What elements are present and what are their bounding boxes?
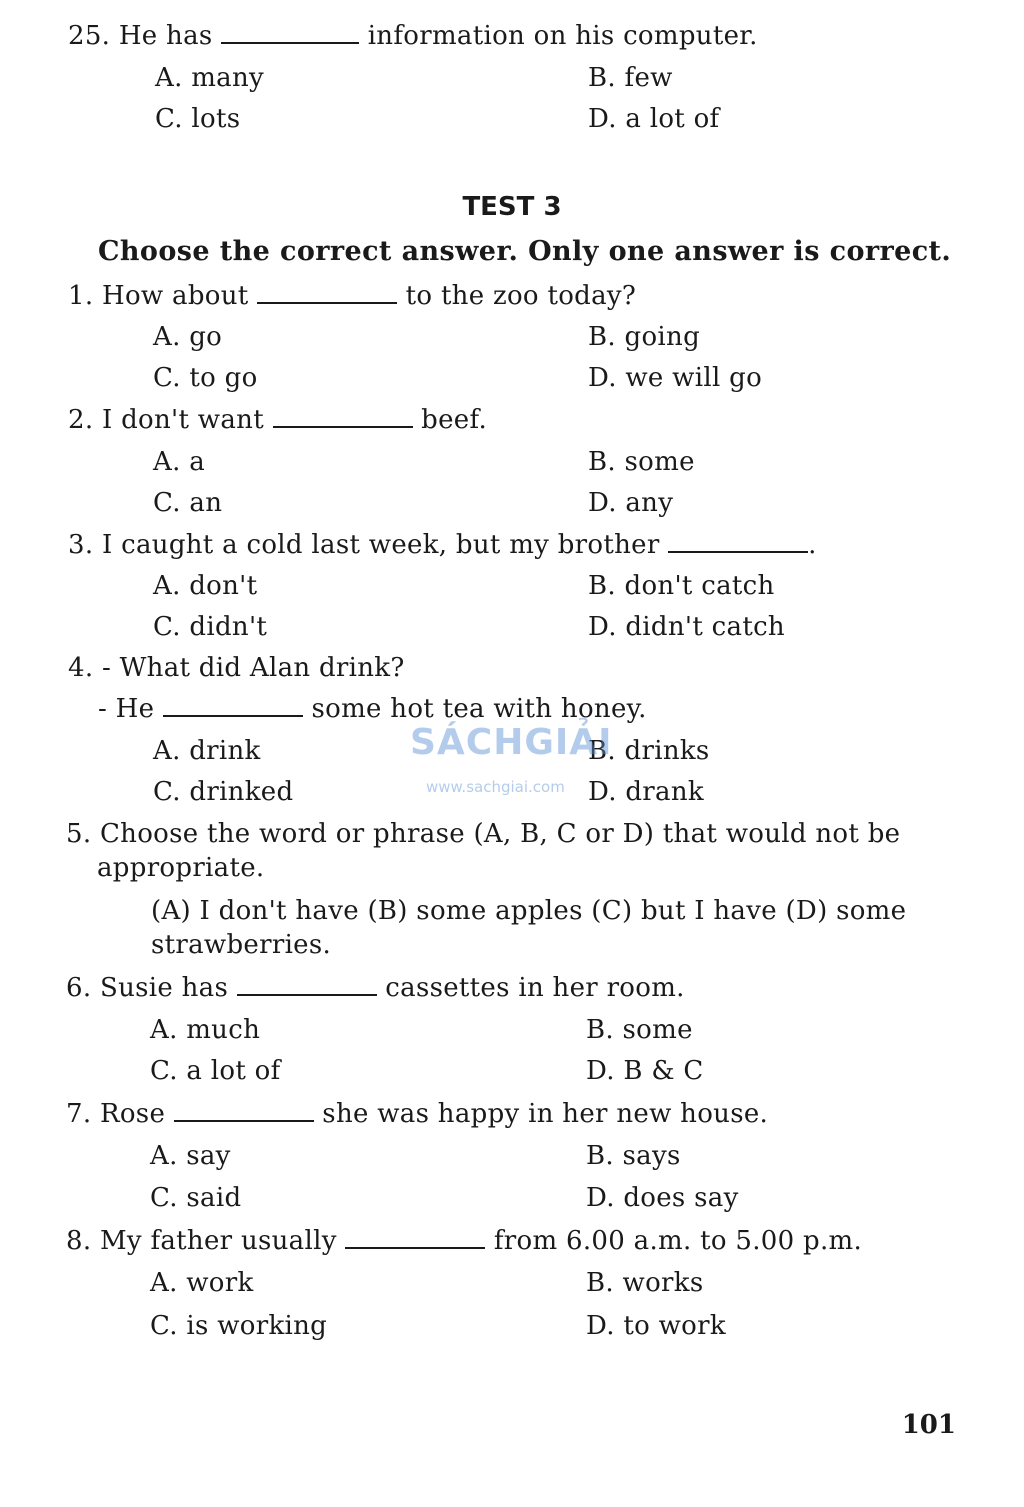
watermark-logo: SÁCHGIẢI: [410, 722, 613, 763]
question-6: 6. Susie has cassettes in her room.: [66, 973, 685, 1003]
question-25: 25. He has information on his computer.: [68, 21, 758, 51]
question-5: 5. Choose the word or phrase (A, B, C or D) that would not be: [66, 819, 901, 849]
question-7: 7. Rose she was happy in her new house.: [66, 1099, 769, 1129]
option-d: D. B & C: [586, 1056, 704, 1086]
watermark: [408, 722, 618, 812]
option-a: A. many: [155, 63, 264, 93]
option-d: D. to work: [586, 1311, 726, 1341]
question-8: 8. My father usually from 6.00 a.m. to 5.00 p.m.: [66, 1226, 863, 1256]
option-c: C. drinked: [153, 777, 294, 807]
option-a: A. work: [150, 1268, 254, 1298]
option-a: A. say: [150, 1141, 231, 1171]
option-b: B. don't catch: [588, 571, 775, 601]
answer-blank: [273, 404, 413, 428]
option-a: A. don't: [153, 571, 258, 601]
option-c: C. a lot of: [150, 1056, 281, 1086]
answer-blank: [237, 972, 377, 996]
option-d: D. does say: [586, 1183, 739, 1213]
option-a: A. much: [150, 1015, 261, 1045]
option-d: D. didn't catch: [588, 612, 785, 642]
answer-blank: [221, 20, 359, 44]
option-c: C. to go: [153, 363, 258, 393]
answer-blank: [668, 529, 808, 553]
option-d: D. any: [588, 488, 674, 518]
question-2: 2. I don't want beef.: [68, 405, 488, 435]
question-5-sentence-continued: strawberries.: [151, 930, 332, 960]
option-d: D. a lot of: [588, 104, 720, 134]
question-5-continued: appropriate.: [97, 853, 265, 883]
answer-blank: [174, 1098, 314, 1122]
instructions: Choose the correct answer. Only one answer is correct.: [98, 236, 952, 267]
watermark-url: www.sachgiai.com: [426, 778, 565, 796]
answer-blank: [163, 693, 303, 717]
option-b: B. says: [586, 1141, 681, 1171]
answer-blank: [345, 1225, 485, 1249]
option-c: C. didn't: [153, 612, 268, 642]
option-b: B. going: [588, 322, 701, 352]
answer-blank: [257, 280, 397, 304]
option-c: C. said: [150, 1183, 242, 1213]
question-4: 4. - What did Alan drink?: [68, 653, 405, 683]
question-4-response: - He some hot tea with honey.: [98, 694, 647, 724]
question-3: 3. I caught a cold last week, but my brother .: [68, 530, 817, 560]
option-b: B. few: [588, 63, 673, 93]
option-b: B. works: [586, 1268, 704, 1298]
option-c: C. lots: [155, 104, 241, 134]
option-b: B. some: [586, 1015, 693, 1045]
page-number: 101: [901, 1410, 956, 1440]
option-a: A. go: [153, 322, 223, 352]
option-c: C. an: [153, 488, 223, 518]
option-c: C. is working: [150, 1311, 328, 1341]
option-b: B. drinks: [588, 736, 710, 766]
option-a: A. drink: [153, 736, 261, 766]
question-1: 1. How about to the zoo today?: [68, 281, 637, 311]
option-d: D. we will go: [588, 363, 763, 393]
question-5-sentence: (A) I don't have (B) some apples (C) but I have (D) some: [151, 896, 907, 926]
test-title: TEST 3: [462, 192, 562, 222]
option-d: D. drank: [588, 777, 704, 807]
option-b: B. some: [588, 447, 695, 477]
option-a: A. a: [153, 447, 206, 477]
